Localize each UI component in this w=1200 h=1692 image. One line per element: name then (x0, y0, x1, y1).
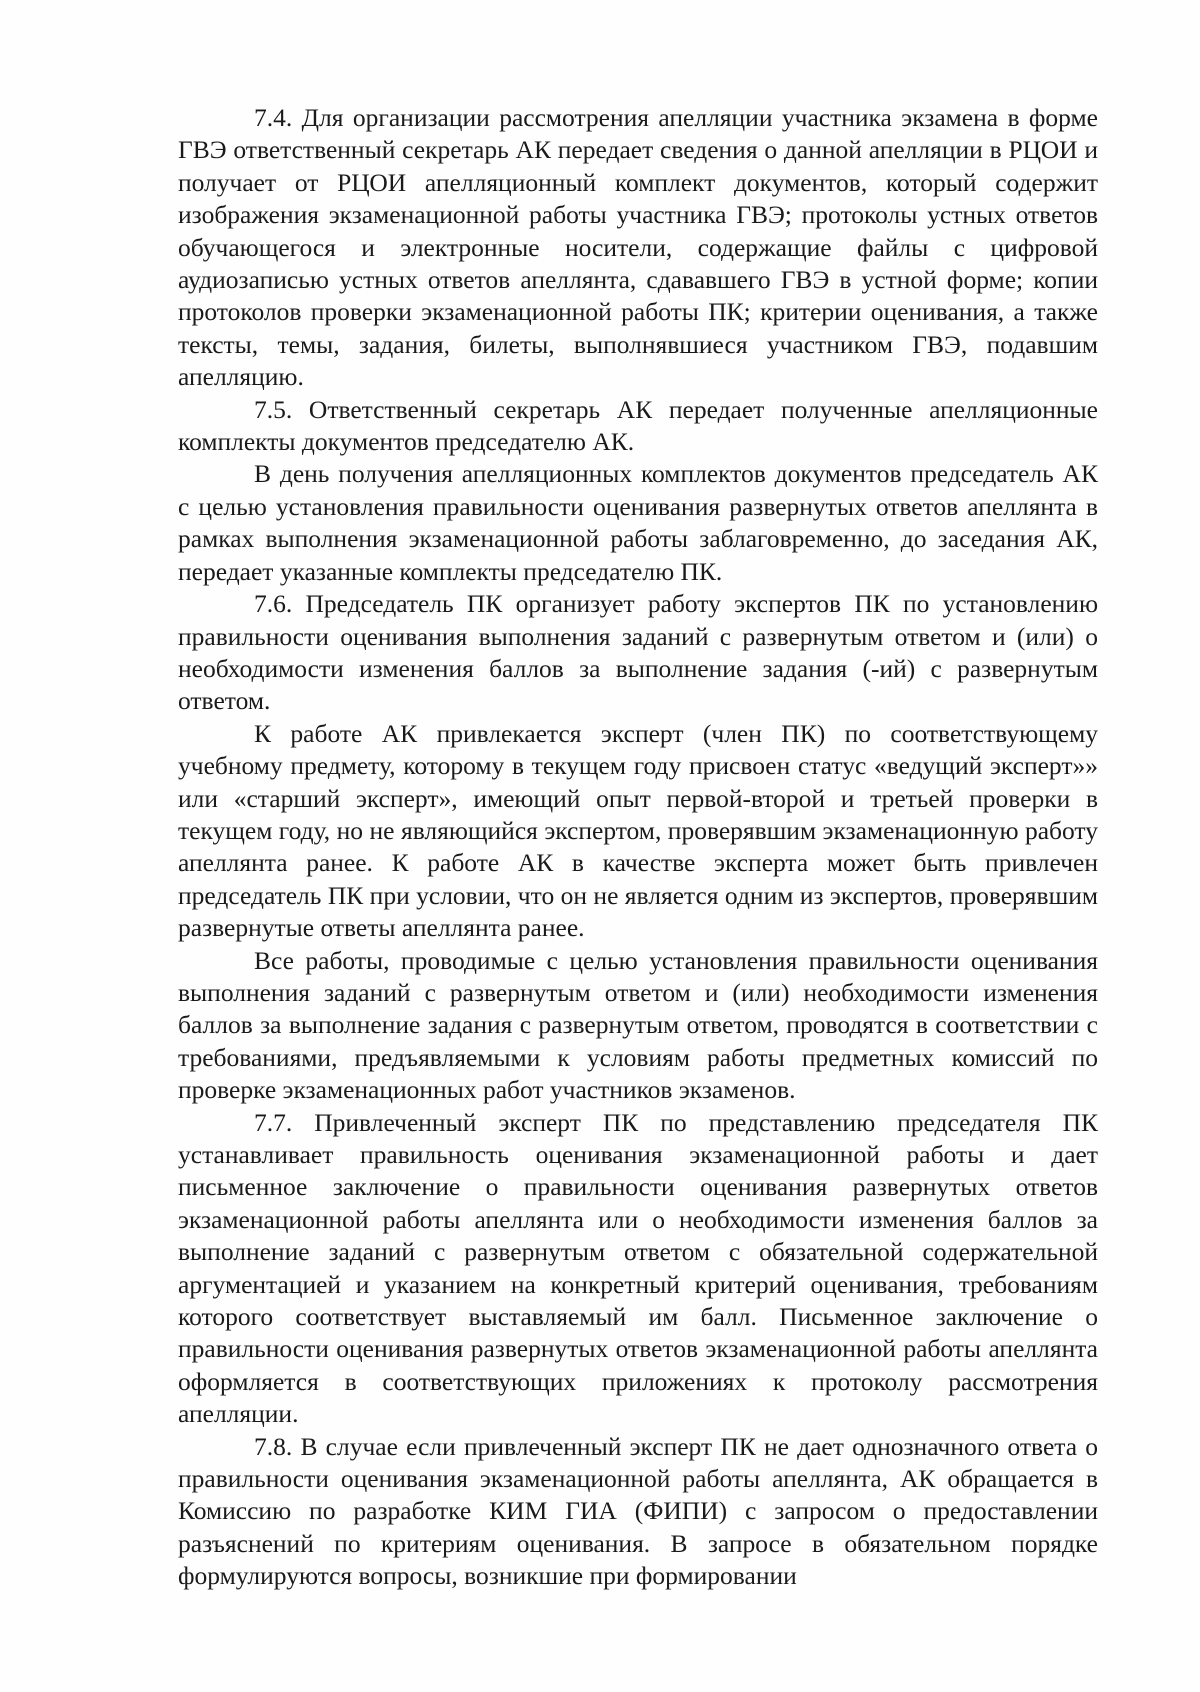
paragraph-7-8: 7.8. В случае если привлеченный эксперт ПК не дает однозначного ответа о правильности оценивания экзаменационной работы апеллянта, АК обращается в Комиссию по разработке КИМ ГИА (ФИПИ) с запросом о предоставлении разъяснений по критериям оценивания. В запросе в обязательном порядке формулируются вопросы, возникшие при формировании (178, 1431, 1098, 1591)
paragraph-7-5: 7.5. Ответственный секретарь АК передает полученные апелляционные комплекты документов председателю АК. (178, 394, 1098, 457)
paragraph-7-6-requirements: Все работы, проводимые с целью установления правильности оценивания выполнения заданий с развернутым ответом и (или) необходимости изменения баллов за выполнение задания с развернутым ответом, проводятся в соответствии с требованиями, предъявляемыми к условиям работы предметных комиссий по проверке экзаменационных работ участников экзаменов. (178, 945, 1098, 1105)
document-body (178, 102, 1098, 1593)
paragraph-7-7: 7.7. Привлеченный эксперт ПК по представлению председателя ПК устанавливает правильность оценивания экзаменационной работы и дает письменное заключение о правильности оценивания развернутых ответов экзаменационной работы апеллянта или о необходимости изменения баллов за выполнение заданий с развернутым ответом с обязательной содержательной аргументацией и указанием на конкретный критерий оценивания, требованиям которого соответствует выставляемый им балл. Письменное заключение о правильности оценивания развернутых ответов экзаменационной работы апеллянта оформляется в соответствующих приложениях к протоколу рассмотрения апелляции. (178, 1107, 1098, 1429)
paragraph-7-6: 7.6. Председатель ПК организует работу экспертов ПК по установлению правильности оценивания выполнения заданий с развернутым ответом и (или) о необходимости изменения баллов за выполнение задания (-ий) с развернутым ответом. (178, 589, 1098, 716)
paragraph-7-5-continued: В день получения апелляционных комплектов документов председатель АК с целью установления правильности оценивания развернутых ответов апеллянта в рамках выполнения экзаменационной работы заблаговременно, до заседания АК, передает указанные комплекты председателю ПК. (178, 459, 1098, 586)
paragraph-7-4: 7.4. Для организации рассмотрения апелляции участника экзамена в форме ГВЭ ответственный секретарь АК передает сведения о данной апелляции в РЦОИ и получает от РЦОИ апелляционный комплект документов, который содержит изображения экзаменационной работы участника ГВЭ; протоколы устных ответов обучающегося и электронные носители, содержащие файлы с цифровой аудиозаписью устных ответов апеллянта, сдававшего ГВЭ в устной форме; копии протоколов проверки экзаменационной работы ПК; критерии оценивания, а также тексты, темы, задания, билеты, выполнявшиеся участником ГВЭ, подавшим апелляцию. (178, 103, 1098, 392)
paragraph-7-6-expert: К работе АК привлекается эксперт (член ПК) по соответствующему учебному предмету, которому в текущем году присвоен статус «ведущий эксперт»» или «старший эксперт», имеющий опыт первой-второй и третьей проверки в текущем году, но не являющийся экспертом, проверявшим экзаменационную работу апеллянта ранее. К работе АК в качестве эксперта может быть привлечен председатель ПК при условии, что он не является одним из экспертов, проверявшим развернутые ответы апеллянта ранее. (178, 718, 1098, 943)
